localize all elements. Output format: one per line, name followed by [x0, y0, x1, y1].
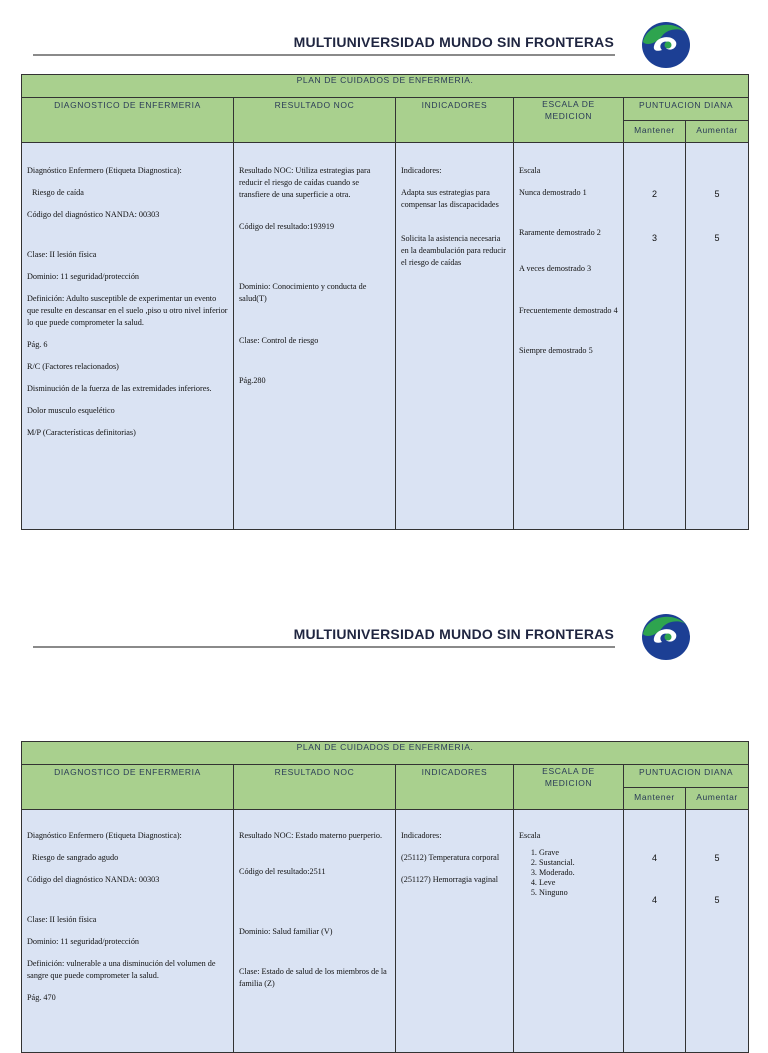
plan-title-cell [22, 75, 749, 98]
header-aumentar: Aumentar [686, 120, 749, 143]
header-resultado: RESULTADO NOC [234, 98, 396, 143]
list-item: 4. Leve [539, 878, 618, 888]
mantener-cell [624, 810, 686, 1053]
institution-title: MULTIUNIVERSIDAD MUNDO SIN FRONTERAS [293, 626, 614, 642]
plan-title-cell [22, 742, 749, 765]
list-item: 5. Ninguno [539, 888, 618, 898]
university-logo-icon [640, 20, 692, 70]
mantener-value: 3 [651, 233, 657, 243]
escala-list [519, 848, 618, 898]
escala-cell: Escala Nunca demostrado 1 Raramente demostrado 2 A veces demostrado 3 Frecuentemente demostrado 4 Siempre demostrado 5 [514, 143, 624, 530]
header-diagnostico: DIAGNOSTICO DE ENFERMERIA [22, 765, 234, 810]
aumentar-value: 5 [714, 233, 720, 243]
header-escala: ESCALA DE MEDICION [514, 765, 624, 810]
resultado-cell: Resultado NOC: Estado materno puerperio. Código del resultado:2511 Dominio: Salud familiar (V) Clase: Estado de salud de los miembros de la familia (Z) [234, 810, 396, 1053]
indicadores-cell: Indicadores: (25112) Temperatura corporal (251127) Hemorragia vaginal [396, 810, 514, 1053]
header-mantener: Mantener [624, 787, 686, 810]
resultado-cell: Resultado NOC: Utiliza estrategias para reducir el riesgo de caídas cuando se transfiere de una superficie a otra. Código del resultado:193919 Dominio: Conocimiento y conducta de salud(T) Clase: Control de riesgo Pág.280 [234, 143, 396, 530]
list-item: 2. Sustancial. [539, 858, 618, 868]
header-indicadores: INDICADORES [396, 98, 514, 143]
aumentar-cell [686, 810, 749, 1053]
list-item: 1. Grave [539, 848, 618, 858]
institution-title: MULTIUNIVERSIDAD MUNDO SIN FRONTERAS [293, 34, 614, 50]
header-resultado: RESULTADO NOC [234, 765, 396, 810]
header-divider [33, 646, 615, 648]
list-item: 3. Moderado. [539, 868, 618, 878]
university-logo-icon [640, 612, 692, 662]
page-header [0, 20, 768, 80]
aumentar-value: 5 [714, 189, 720, 199]
care-plan-table-2 [21, 741, 749, 1053]
plan-title: PLAN DE CUIDADOS DE ENFERMERIA. [296, 742, 474, 752]
header-aumentar: Aumentar [686, 787, 749, 810]
header-divider [33, 54, 615, 56]
plan-title: PLAN DE CUIDADOS DE ENFERMERIA. [296, 75, 474, 85]
header-indicadores: INDICADORES [396, 765, 514, 810]
header-diagnostico: DIAGNOSTICO DE ENFERMERIA [22, 98, 234, 143]
mantener-value: 4 [651, 853, 657, 863]
diagnostico-cell: Diagnóstico Enfermero (Etiqueta Diagnostica): Riesgo de sangrado agudo Código del diagnóstico NANDA: 00303 Clase: II lesión física Dominio: 11 seguridad/protección Definición: vulnerable a una disminución del volumen de sangre que puede comprometer la salud. Pág. 470 [22, 810, 234, 1053]
header-puntuacion: PUNTUACION DIANA [624, 765, 749, 788]
header-puntuacion: PUNTUACION DIANA [624, 98, 749, 121]
header-escala: ESCALA DE MEDICION [514, 98, 624, 143]
mantener-value: 4 [651, 895, 657, 905]
aumentar-value: 5 [714, 895, 720, 905]
header-mantener: Mantener [624, 120, 686, 143]
page-header [0, 612, 768, 672]
escala-cell: Escala 1. Grave 2. Sustancial. 3. Moderado. 4. Leve 5. Ninguno [514, 810, 624, 1053]
care-plan-table-1 [21, 74, 749, 530]
mantener-value: 2 [651, 189, 657, 199]
aumentar-cell [686, 143, 749, 530]
diagnostico-cell: Diagnóstico Enfermero (Etiqueta Diagnostica): Riesgo de caída Código del diagnóstico NANDA: 00303 Clase: II lesión física Dominio: 11 seguridad/protección Definición: Adulto susceptible de experimentar un evento que resulte en descansar en el suelo ,piso u otro nivel inferior lo que puede comprometer la salud. Pág. 6 R/C (Factores relacionados) Disminución de la fuerza de las extremidades inferiores. Dolor musculo esquelético M/P (Características definitorias) [22, 143, 234, 530]
aumentar-value: 5 [714, 853, 720, 863]
indicadores-cell: Indicadores: Adapta sus estrategias para compensar las discapacidades Solicita la asistencia necesaria en la deambulación para reducir el riesgo de caídas [396, 143, 514, 530]
mantener-cell [624, 143, 686, 530]
